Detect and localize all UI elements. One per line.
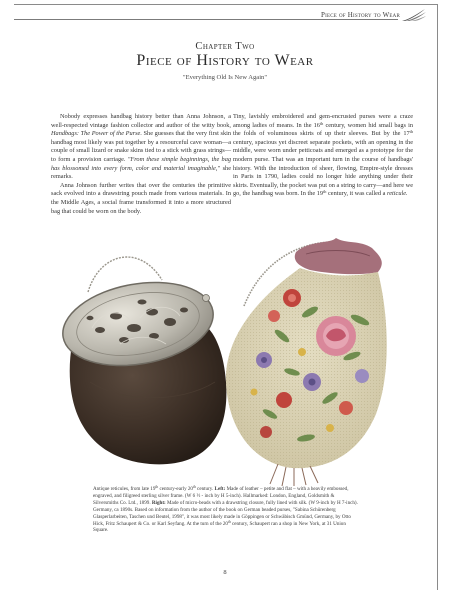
text-run: century, it was called a	[326, 190, 388, 198]
paragraph	[51, 113, 231, 182]
superscript: th	[409, 129, 413, 134]
text-run: Made of leather – petite and flat – with a heavily embossed, engraved, and filigreed sterling silver frame. (W 6 ½ - inch by H 5-inch). Hallmarked: London, England, Goldsmith & Silversmiths Co. Ltd., 1899.	[93, 486, 349, 506]
caption-right-label: Right:	[151, 499, 166, 506]
superscript: th	[323, 189, 327, 195]
text-run: Made of micro-beads with a drawstring closure, fully lined with silk. (W 9-inch by H 7-inch). Germany, ca 1890s. Based on information from the author of the book on German beaded purses, "Sabina Schürenberg Glasperlarbeiten, Taschen und Beutel, 1998", it was most likely made in Göppingen or Schwäbisch Gmünd, Germany, by Otto Hick, Fritz Schaupert & Co. or Karl Seyfang. At the turn of the 20	[93, 499, 358, 527]
page-side-rule	[437, 4, 438, 590]
swoosh-logo-icon	[401, 8, 427, 22]
paragraph	[233, 113, 413, 199]
text-run: century-early 20	[158, 486, 193, 492]
superscript: th	[192, 485, 196, 490]
text-run: Tiny, lavishly embroidered and gem-encrusted purses were a craze among ladies of means. In the 16	[233, 113, 413, 129]
text-run: Nobody expresses handbag history better than Anna Johnson, a well-respected vintage fashion collector and author of the witty book,	[51, 113, 231, 129]
text-run: century.	[195, 486, 215, 492]
text-run: century, women hid small bags in the folds of voluminous skirts of up their sleeves. But by the 17	[233, 121, 413, 138]
text-run: century, Schaupert ran a shop in New York, at 31 Union Square.	[93, 520, 346, 534]
quotation: "From these simple beginnings, the bag has blossomed into every form, color and material imaginable,"	[51, 155, 231, 172]
text-run: She guesses that the very first skin handbag most likely was put together by a resourceful cave woman—a couple of small lizard or snake skins tied to a stick with grass strings—to form a provision carriage.	[51, 130, 231, 163]
term-reticule: reticule.	[387, 190, 408, 198]
paragraph: Anna Johnson further writes that over the centuries the primitive sack evolved into a drawstring pouch made from various materials. In the Middle Ages, a social frame transformed it into a more structured bag that could be worn on the body.	[51, 181, 231, 215]
text-run: she remarks.	[51, 164, 231, 181]
text-run: century, spacious yet discreet separate pockets, with an opening in the middle, were worn under petticoats and emerged as a prototype for the modern purse. That was an important turn in the course of handbags' history. With the introduction of sheer, flowing, Empire-style dresses in Paris in 1790, ladies could no longer hide anything under their skirts. Eventually, the pocket was put on a string to carry—and here we go, the handbag was born. In the 19	[233, 138, 413, 198]
text-run: Antique reticules, from late 19	[93, 486, 156, 492]
photo-caption	[93, 486, 361, 534]
book-title: Handbags: The Power of the Purse.	[51, 130, 142, 138]
superscript: th	[155, 485, 159, 490]
caption-left-label: Left:	[214, 486, 226, 492]
chapter-title: Piece of History to Wear	[136, 52, 314, 69]
body-column-right	[233, 113, 413, 199]
running-header-title: Piece of History to Wear	[321, 11, 400, 19]
chapter-tagline: "Everything Old Is New Again"	[182, 74, 268, 81]
header-top-rule	[14, 4, 438, 5]
page-number: 8	[223, 569, 227, 576]
body-column-left	[51, 113, 231, 216]
superscript: th	[227, 519, 231, 524]
leather-reticule-illustration	[56, 257, 226, 464]
chapter-label: Chapter Two	[195, 41, 255, 52]
superscript: th	[319, 120, 324, 126]
beaded-reticule-illustration	[226, 238, 387, 486]
header-rule	[14, 19, 398, 20]
